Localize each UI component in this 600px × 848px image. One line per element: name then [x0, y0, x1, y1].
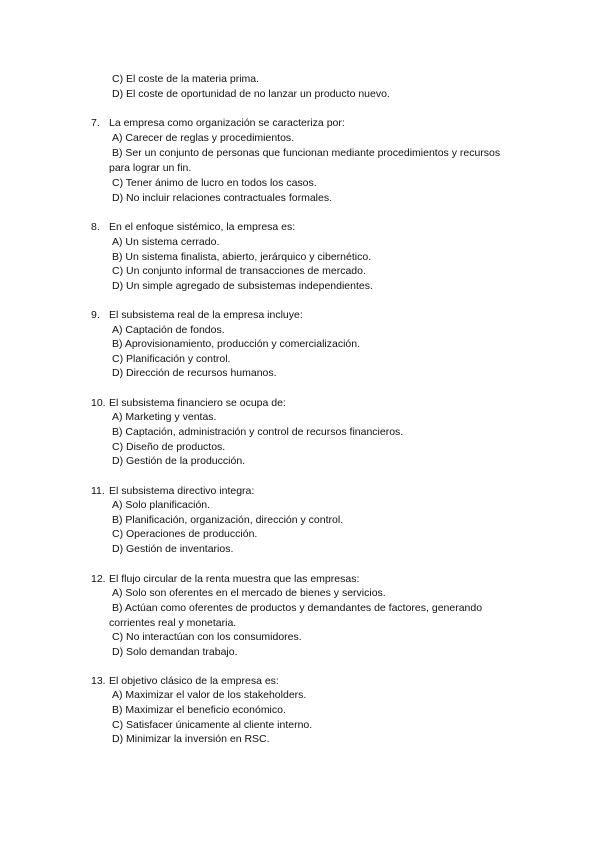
option-d: D) Gestión de inventarios. — [112, 543, 234, 555]
question-text: El subsistema financiero se ocupa de: — [109, 397, 286, 409]
question-text: El subsistema directivo integra: — [109, 485, 255, 497]
question-number: 12. — [91, 573, 106, 585]
option-line: C) El coste de la materia prima. — [112, 73, 260, 85]
option-b-continued: para lograr un fin. — [109, 162, 192, 174]
question-text: La empresa como organización se caracteriza por: — [109, 117, 345, 129]
option-b: B) Aprovisionamiento, producción y comercialización. — [112, 338, 361, 350]
option-d: D) No incluir relaciones contractuales formales. — [112, 192, 333, 204]
option-c: C) Tener ánimo de lucro en todos los casos. — [112, 177, 317, 189]
option-c: C) Planificación y control. — [112, 353, 231, 365]
option-line: D) El coste de oportunidad de no lanzar un producto nuevo. — [112, 88, 390, 100]
question-text: El subsistema real de la empresa incluye: — [109, 309, 303, 321]
question-text: El flujo circular de la renta muestra que las empresas: — [109, 573, 360, 585]
option-c: C) No interactúan con los consumidores. — [112, 631, 302, 643]
option-a: A) Captación de fondos. — [112, 324, 225, 336]
option-c: C) Satisfacer únicamente al cliente interno. — [112, 719, 313, 731]
question-text: En el enfoque sistémico, la empresa es: — [109, 221, 296, 233]
option-d: D) Gestión de la producción. — [112, 455, 246, 467]
option-b: B) Planificación, organización, dirección y control. — [112, 514, 344, 526]
option-a: A) Un sistema cerrado. — [112, 236, 220, 248]
question-number: 13. — [91, 675, 106, 687]
option-d: D) Dirección de recursos humanos. — [112, 367, 277, 379]
question-number: 11. — [91, 485, 105, 497]
option-b: B) Actúan como oferentes de productos y demandantes de factores, generando — [112, 602, 483, 614]
option-b: B) Captación, administración y control de recursos financieros. — [112, 426, 404, 438]
question-number: 7. — [91, 117, 100, 129]
option-a: A) Carecer de reglas y procedimientos. — [112, 132, 295, 144]
option-d: D) Solo demandan trabajo. — [112, 646, 238, 658]
option-b: B) Maximizar el beneficio económico. — [112, 704, 286, 716]
option-b: B) Ser un conjunto de personas que funcionan mediante procedimientos y recursos — [112, 147, 501, 159]
question-number: 8. — [91, 221, 100, 233]
option-a: A) Maximizar el valor de los stakeholders. — [112, 689, 307, 701]
question-number: 10. — [91, 397, 106, 409]
option-c: C) Diseño de productos. — [112, 441, 226, 453]
option-a: A) Solo planificación. — [112, 499, 211, 511]
option-b: B) Un sistema finalista, abierto, jerárquico y cibernético. — [112, 251, 372, 263]
question-number: 9. — [91, 309, 100, 321]
option-b-continued: corrientes real y monetaria. — [109, 617, 237, 629]
option-c: C) Operaciones de producción. — [112, 528, 258, 540]
question-text: El objetivo clásico de la empresa es: — [109, 675, 279, 687]
option-d: D) Minimizar la inversión en RSC. — [112, 733, 270, 745]
option-d: D) Un simple agregado de subsistemas independientes. — [112, 280, 373, 292]
option-a: A) Marketing y ventas. — [112, 411, 217, 423]
option-a: A) Solo son oferentes en el mercado de bienes y servicios. — [112, 587, 386, 599]
option-c: C) Un conjunto informal de transacciones de mercado. — [112, 265, 366, 277]
